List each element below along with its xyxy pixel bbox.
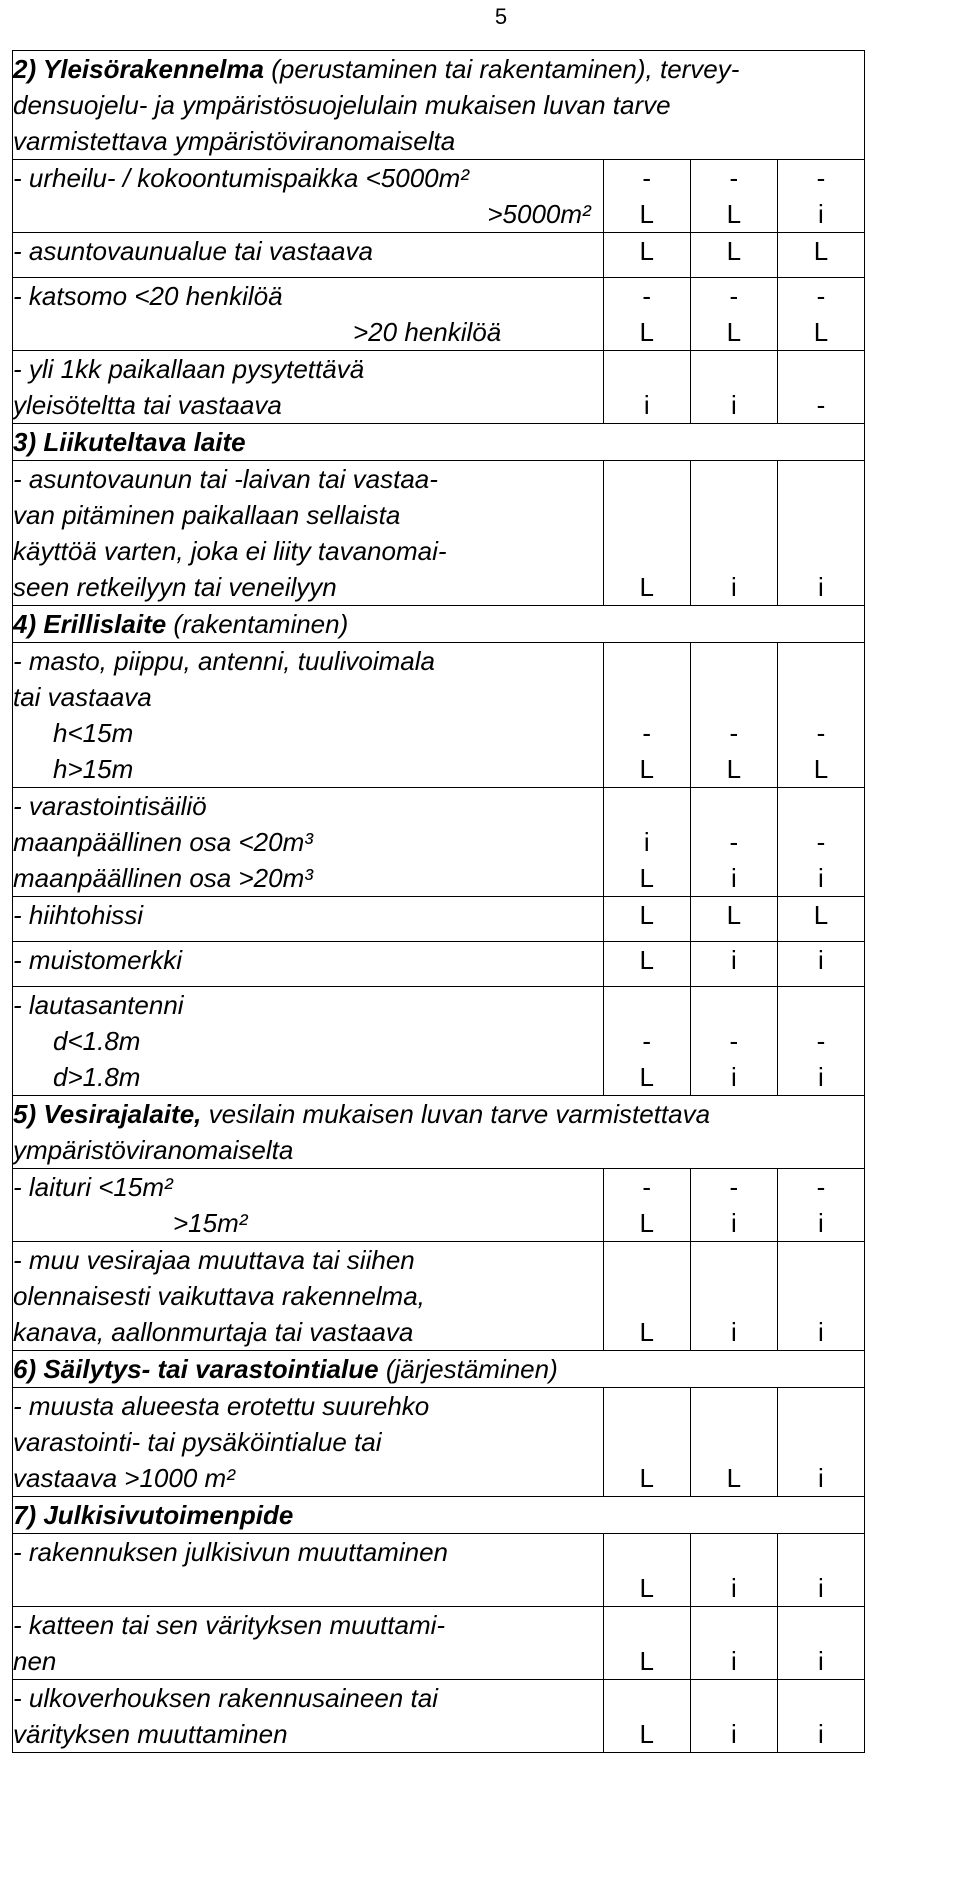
requirement-value: i	[730, 945, 737, 975]
requirement-value: -	[642, 281, 652, 311]
requirement-value	[778, 351, 864, 387]
item-description	[13, 160, 604, 233]
requirement-value: i	[730, 1719, 737, 1749]
item-row	[13, 160, 865, 233]
requirement-value	[778, 533, 864, 569]
section-header	[13, 1497, 865, 1534]
requirement-value: L	[726, 1463, 742, 1493]
requirement-value: -	[642, 1172, 652, 1202]
section-title: 5) Vesirajalaite,	[13, 1099, 202, 1129]
requirement-value	[778, 788, 864, 824]
item-row	[13, 1680, 865, 1753]
item-row	[13, 461, 865, 606]
description-line: tai vastaava	[13, 682, 152, 712]
requirement-cell-2	[690, 1680, 777, 1753]
section-header	[13, 1351, 865, 1388]
requirement-cell-1	[603, 278, 690, 351]
requirement-value	[778, 1278, 864, 1314]
description-line: yleisöteltta tai vastaava	[13, 390, 282, 420]
requirement-value: i	[818, 1463, 824, 1493]
requirement-cell-1	[603, 987, 690, 1096]
requirement-value: i	[818, 945, 824, 975]
section-text-line: ympäristöviranomaiselta	[13, 1135, 294, 1165]
requirement-cell-2	[690, 1534, 777, 1607]
item-row	[13, 788, 865, 897]
requirement-cell-2	[690, 788, 777, 897]
section-title-line	[13, 1096, 864, 1132]
section-header-row	[13, 1497, 865, 1534]
requirement-cell-2	[690, 942, 777, 987]
requirement-value: i	[730, 1208, 737, 1238]
requirement-value	[604, 987, 690, 1023]
requirement-cell-2	[690, 278, 777, 351]
item-description	[13, 461, 604, 606]
requirement-value	[778, 1388, 864, 1424]
requirement-cell-1	[603, 1607, 690, 1680]
section-title: 3) Liikuteltava laite	[13, 427, 246, 457]
requirement-value: L	[726, 199, 742, 229]
requirement-value	[604, 679, 690, 715]
requirement-value	[604, 497, 690, 533]
description-line: käyttöä varten, joka ei liity tavanomai-	[13, 536, 447, 566]
description-line: varastointi- tai pysäköintialue tai	[13, 1427, 382, 1457]
requirement-value: i	[730, 572, 737, 602]
requirement-value: i	[818, 1208, 824, 1238]
item-description	[13, 1169, 604, 1242]
requirement-cell-3	[777, 1680, 864, 1753]
description-line: - laituri <15m²	[13, 1172, 173, 1202]
requirement-value: L	[813, 236, 829, 266]
requirement-value	[604, 788, 690, 824]
requirement-value: i	[818, 1646, 824, 1676]
requirement-value: L	[639, 1208, 654, 1238]
requirement-value: -	[729, 827, 739, 857]
description-line: - lautasantenni	[13, 990, 184, 1020]
requirement-value: -	[816, 281, 826, 311]
section-title: 4) Erillislaite	[13, 609, 167, 639]
description-line: maanpäällinen osa >20m³	[13, 863, 313, 893]
requirement-value: L	[639, 863, 654, 893]
requirement-value: -	[642, 1026, 652, 1056]
section-header	[13, 51, 865, 160]
description-line: - masto, piippu, antenni, tuulivoimala	[13, 646, 436, 676]
requirement-value	[604, 1424, 690, 1460]
requirement-value	[691, 533, 777, 569]
requirement-value: L	[639, 754, 654, 784]
requirement-cell-1	[603, 1169, 690, 1242]
requirement-cell-3	[777, 788, 864, 897]
requirement-value: i	[818, 1573, 824, 1603]
requirement-value	[778, 1534, 864, 1570]
requirement-cell-3	[777, 351, 864, 424]
requirement-value: i	[818, 1719, 824, 1749]
requirement-value	[604, 1278, 690, 1314]
section-title-line	[13, 1351, 864, 1387]
requirement-cell-2	[690, 160, 777, 233]
requirement-value	[778, 987, 864, 1023]
requirement-cell-3	[777, 1607, 864, 1680]
requirement-cell-1	[603, 461, 690, 606]
requirement-value: L	[639, 1719, 654, 1749]
requirement-value: i	[730, 1062, 737, 1092]
description-line: nen	[13, 1646, 57, 1676]
item-row	[13, 351, 865, 424]
requirement-value	[778, 643, 864, 679]
requirement-value	[691, 1242, 777, 1278]
requirement-cell-3	[777, 1242, 864, 1351]
requirement-value: i	[730, 390, 737, 420]
page-number: 5	[494, 4, 508, 29]
section-title-line	[13, 424, 864, 460]
item-row	[13, 1242, 865, 1351]
requirement-value: -	[729, 163, 739, 193]
section-header-row	[13, 1351, 865, 1388]
requirement-value: L	[639, 199, 654, 229]
section-header-row	[13, 606, 865, 643]
requirement-cell-3	[777, 278, 864, 351]
section-subtitle: (perustaminen tai rakentaminen), tervey-	[264, 54, 740, 84]
item-description	[13, 788, 604, 897]
item-description	[13, 987, 604, 1096]
requirement-value	[691, 1534, 777, 1570]
description-line: - asuntovaunualue tai vastaava	[13, 236, 373, 266]
item-description	[13, 233, 604, 278]
requirement-value	[604, 643, 690, 679]
requirement-value: L	[639, 945, 654, 975]
requirement-cell-1	[603, 897, 690, 942]
requirement-value: i	[643, 390, 650, 420]
requirement-value	[604, 1534, 690, 1570]
requirement-cell-2	[690, 233, 777, 278]
description-line: >5000m²	[487, 199, 591, 229]
requirement-value: i	[730, 863, 737, 893]
item-row	[13, 1169, 865, 1242]
requirement-value: -	[642, 163, 652, 193]
requirement-value: L	[726, 754, 742, 784]
requirement-value: i	[818, 572, 824, 602]
description-line: - muistomerkki	[13, 945, 183, 975]
requirement-cell-1	[603, 788, 690, 897]
item-row	[13, 233, 865, 278]
requirement-cell-1	[603, 1680, 690, 1753]
requirement-value: L	[726, 236, 742, 266]
section-header	[13, 424, 865, 461]
item-row	[13, 1607, 865, 1680]
requirement-cell-1	[603, 942, 690, 987]
requirement-value: i	[818, 1062, 824, 1092]
section-title: 6) Säilytys- tai varastointialue	[13, 1354, 379, 1384]
requirement-value: i	[818, 1317, 824, 1347]
section-text-line: varmistettava ympäristöviranomaiselta	[13, 126, 456, 156]
requirement-value: L	[639, 1317, 654, 1347]
description-line: - hiihtohissi	[13, 900, 144, 930]
requirement-value: L	[639, 572, 654, 602]
requirement-value: -	[729, 281, 739, 311]
requirement-value: -	[729, 1026, 739, 1056]
description-line: kanava, aallonmurtaja tai vastaava	[13, 1317, 414, 1347]
requirement-value: i	[730, 1646, 737, 1676]
item-row	[13, 643, 865, 788]
requirement-value: L	[639, 317, 654, 347]
requirement-value	[604, 1242, 690, 1278]
requirement-cell-1	[603, 233, 690, 278]
requirement-cell-2	[690, 643, 777, 788]
requirement-value	[691, 788, 777, 824]
requirement-value: L	[639, 1573, 654, 1603]
requirement-value: -	[816, 1172, 826, 1202]
requirement-cell-3	[777, 233, 864, 278]
requirement-value	[691, 679, 777, 715]
requirement-cell-1	[603, 1242, 690, 1351]
item-description	[13, 1534, 604, 1607]
section-subtitle: (järjestäminen)	[378, 1354, 558, 1384]
requirement-value	[691, 461, 777, 497]
requirement-cell-3	[777, 1169, 864, 1242]
section-title: 2) Yleisörakennelma	[13, 54, 264, 84]
requirement-cell-2	[690, 1607, 777, 1680]
requirement-cell-3	[777, 897, 864, 942]
requirement-value: L	[639, 900, 654, 930]
description-line: olennaisesti vaikuttava rakennelma,	[13, 1281, 425, 1311]
requirement-cell-1	[603, 351, 690, 424]
requirement-value: i	[643, 827, 650, 857]
requirement-value	[778, 497, 864, 533]
description-line: van pitäminen paikallaan sellaista	[13, 500, 401, 530]
requirement-value	[691, 643, 777, 679]
requirement-value: -	[816, 1026, 826, 1056]
section-header-row	[13, 1096, 865, 1169]
item-description	[13, 1680, 604, 1753]
item-description	[13, 278, 604, 351]
description-line: - muusta alueesta erotettu suurehko	[13, 1391, 430, 1421]
requirement-value	[778, 461, 864, 497]
requirement-cell-2	[690, 351, 777, 424]
description-line: - yli 1kk paikallaan pysytettävä	[13, 354, 365, 384]
requirement-value: -	[816, 827, 826, 857]
item-row	[13, 1388, 865, 1497]
description-line: - varastointisäiliö	[13, 791, 207, 821]
requirement-cell-2	[690, 1388, 777, 1497]
requirement-value: L	[639, 236, 654, 266]
requirement-value	[604, 351, 690, 387]
section-header-row	[13, 51, 865, 160]
section-title-line	[13, 1497, 864, 1533]
requirement-value: -	[816, 390, 826, 420]
requirement-value: -	[729, 718, 739, 748]
item-row	[13, 942, 865, 987]
requirement-cell-1	[603, 1534, 690, 1607]
requirement-value	[691, 1278, 777, 1314]
description-line: värityksen muuttaminen	[13, 1719, 288, 1749]
item-description	[13, 1242, 604, 1351]
requirement-cell-2	[690, 897, 777, 942]
description-line: - muu vesirajaa muuttava tai siihen	[13, 1245, 415, 1275]
description-line: seen retkeilyyn tai veneilyyn	[13, 572, 337, 602]
requirement-value: L	[813, 317, 829, 347]
section-header	[13, 1096, 865, 1169]
requirement-cell-2	[690, 1169, 777, 1242]
item-description	[13, 351, 604, 424]
item-description	[13, 942, 604, 987]
requirement-cell-3	[777, 1388, 864, 1497]
description-line: >20 henkilöä	[353, 317, 502, 347]
requirement-cell-1	[603, 1388, 690, 1497]
description-line: >15m²	[173, 1208, 248, 1238]
description-line: - asuntovaunun tai -laivan tai vastaa-	[13, 464, 438, 494]
description-line: d<1.8m	[53, 1026, 141, 1056]
requirement-cell-3	[777, 461, 864, 606]
section-title: 7) Julkisivutoimenpide	[13, 1500, 294, 1530]
item-row	[13, 987, 865, 1096]
requirement-value	[691, 987, 777, 1023]
requirement-value	[778, 1607, 864, 1643]
description-line: - katteen tai sen värityksen muuttami-	[13, 1610, 446, 1640]
requirement-value	[691, 1388, 777, 1424]
section-header	[13, 606, 865, 643]
item-row	[13, 897, 865, 942]
requirement-value: i	[730, 1317, 737, 1347]
description-line: - rakennuksen julkisivun muuttaminen	[13, 1537, 448, 1567]
requirement-value: -	[642, 718, 652, 748]
requirement-value: L	[639, 1062, 654, 1092]
description-line: - ulkoverhouksen rakennusaineen tai	[13, 1683, 438, 1713]
description-line: - urheilu- / kokoontumispaikka <5000m²	[13, 163, 469, 193]
requirement-value	[604, 1607, 690, 1643]
description-line: h<15m	[53, 718, 134, 748]
item-description	[13, 897, 604, 942]
section-subtitle: (rakentaminen)	[166, 609, 349, 639]
description-line: - katsomo <20 henkilöä	[13, 281, 283, 311]
requirement-value: -	[816, 718, 826, 748]
item-description	[13, 1388, 604, 1497]
description-line	[13, 1570, 603, 1606]
requirement-value: L	[726, 900, 742, 930]
requirement-value	[604, 1388, 690, 1424]
requirement-value	[778, 679, 864, 715]
description-line: d>1.8m	[53, 1062, 141, 1092]
requirement-value	[604, 1680, 690, 1716]
requirement-value: -	[816, 163, 826, 193]
requirement-value	[604, 533, 690, 569]
section-header-row	[13, 424, 865, 461]
requirement-value	[691, 497, 777, 533]
requirement-cell-3	[777, 987, 864, 1096]
item-row	[13, 1534, 865, 1607]
requirement-cell-2	[690, 461, 777, 606]
requirement-value: i	[818, 863, 824, 893]
requirement-value: L	[813, 754, 829, 784]
section-title-line	[13, 606, 864, 642]
requirement-cell-2	[690, 987, 777, 1096]
section-text-line: densuojelu- ja ympäristösuojelulain mukaisen luvan tarve	[13, 90, 671, 120]
requirement-value	[691, 351, 777, 387]
requirement-value: L	[813, 900, 829, 930]
requirement-value	[778, 1680, 864, 1716]
section-title-line	[13, 51, 864, 87]
permit-table	[12, 50, 865, 1753]
section-subtitle: vesilain mukaisen luvan tarve varmistettava	[201, 1099, 711, 1129]
requirement-value	[691, 1607, 777, 1643]
requirement-value	[691, 1680, 777, 1716]
requirement-value	[778, 1242, 864, 1278]
requirement-cell-3	[777, 643, 864, 788]
requirement-cell-3	[777, 942, 864, 987]
item-description	[13, 643, 604, 788]
description-line: h>15m	[53, 754, 134, 784]
requirement-value: i	[818, 199, 824, 229]
requirement-cell-2	[690, 1242, 777, 1351]
requirement-cell-1	[603, 160, 690, 233]
requirement-value	[691, 1424, 777, 1460]
requirement-value	[604, 461, 690, 497]
requirement-value: -	[729, 1172, 739, 1202]
requirement-value: L	[639, 1646, 654, 1676]
requirement-value: i	[730, 1573, 737, 1603]
description-line: maanpäällinen osa <20m³	[13, 827, 313, 857]
requirement-value: L	[639, 1463, 654, 1493]
description-line: vastaava >1000 m²	[13, 1463, 235, 1493]
item-description	[13, 1607, 604, 1680]
requirement-value: L	[726, 317, 742, 347]
item-row	[13, 278, 865, 351]
requirement-cell-1	[603, 643, 690, 788]
requirement-cell-3	[777, 160, 864, 233]
requirement-value	[778, 1424, 864, 1460]
requirement-cell-3	[777, 1534, 864, 1607]
